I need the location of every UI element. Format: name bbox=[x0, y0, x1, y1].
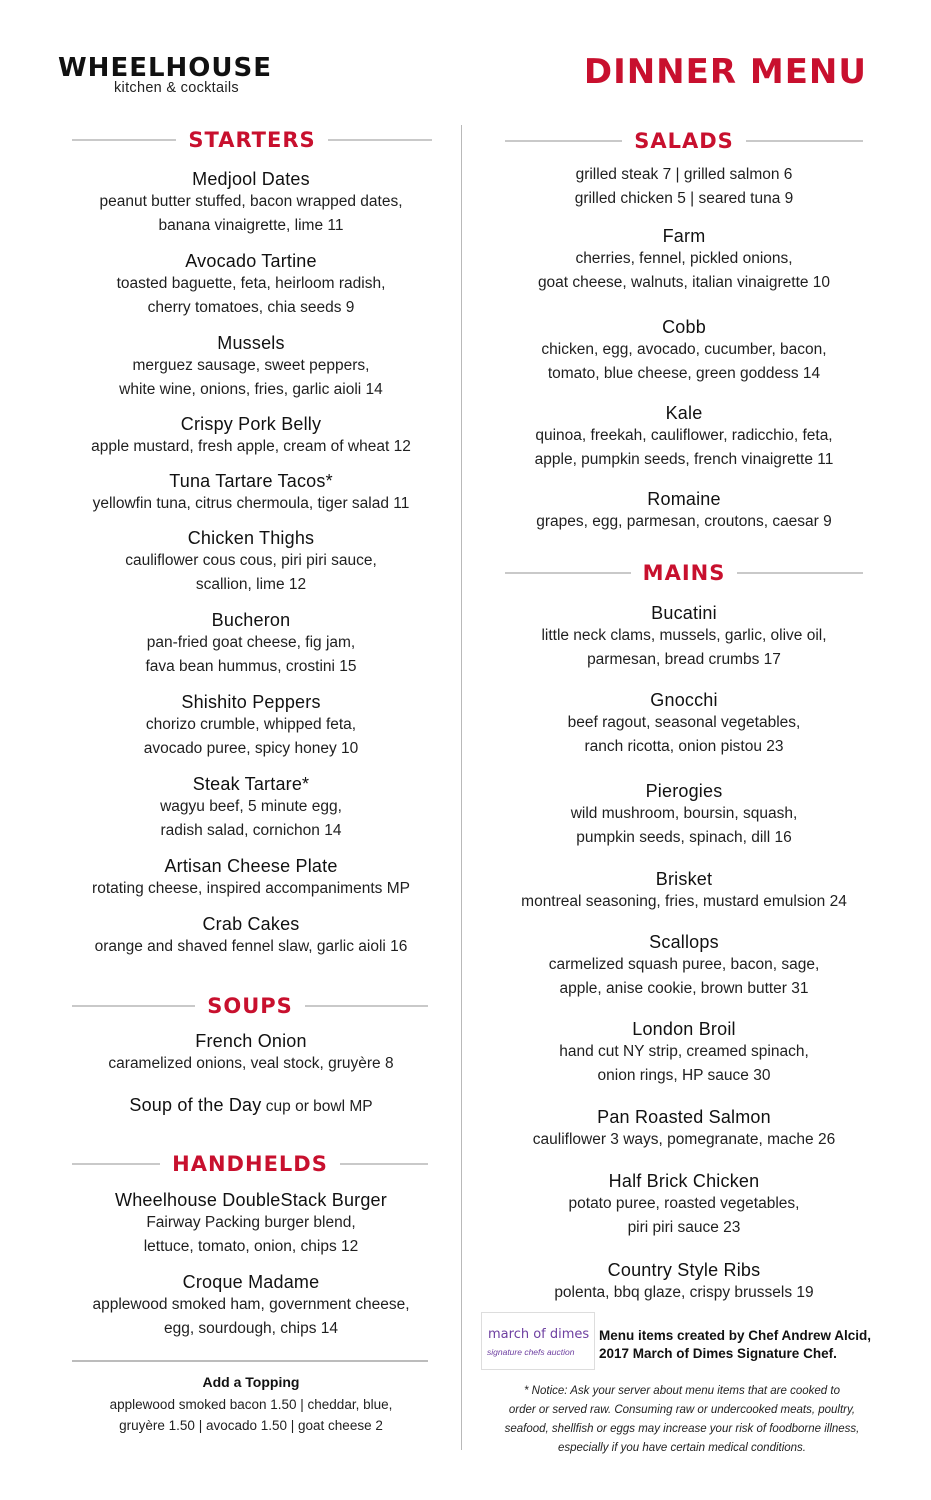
menu-item bbox=[494, 931, 874, 1001]
item-desc: cherry tomatoes, chia seeds 9 bbox=[147, 299, 355, 316]
item-name: Kale bbox=[665, 403, 703, 423]
header-rule bbox=[72, 139, 176, 141]
item-name: Mussels bbox=[217, 333, 285, 353]
section-header-mains bbox=[505, 557, 863, 589]
menu-item bbox=[62, 470, 440, 516]
item-name: Shishito Peppers bbox=[181, 692, 321, 712]
item-name: Cobb bbox=[662, 317, 706, 337]
item-desc: little neck clams, mussels, garlic, olive oil, bbox=[541, 627, 827, 644]
header-rule bbox=[340, 1163, 428, 1165]
item-name: Country Style Ribs bbox=[607, 1260, 761, 1280]
menu-item bbox=[494, 602, 874, 672]
menu-item bbox=[494, 1170, 874, 1240]
item-name: Chicken Thighs bbox=[187, 528, 315, 548]
item-desc: merguez sausage, sweet peppers, bbox=[132, 357, 370, 374]
menu-item bbox=[494, 1106, 874, 1152]
item-name: Farm bbox=[662, 226, 706, 246]
item-name: Half Brick Chicken bbox=[608, 1171, 760, 1191]
section-title-soups: SOUPS bbox=[207, 994, 293, 1018]
item-desc: apple, pumpkin seeds, french vinaigrette 11 bbox=[534, 451, 834, 468]
notice-line: order or served raw. Consuming raw or undercooked meats, poultry, bbox=[508, 1404, 856, 1416]
menu-item bbox=[494, 1018, 874, 1088]
chef-credit bbox=[599, 1327, 871, 1363]
item-desc: toasted baguette, feta, heirloom radish, bbox=[116, 275, 386, 292]
menu-item bbox=[62, 250, 440, 320]
item-desc: avocado puree, spicy honey 10 bbox=[143, 740, 359, 757]
topping-desc: gruyère 1.50 | avocado 1.50 | goat cheese 2 bbox=[119, 1418, 383, 1433]
item-name: Pierogies bbox=[645, 781, 723, 801]
section-title-mains: MAINS bbox=[642, 561, 726, 585]
menu-item bbox=[62, 527, 440, 597]
section-header-handhelds bbox=[72, 1148, 428, 1180]
notice-line: seafood, shellfish or eggs may increase your risk of foodborne illness, bbox=[504, 1423, 860, 1435]
item-name: Wheelhouse DoubleStack Burger bbox=[115, 1190, 387, 1210]
item-desc: potato puree, roasted vegetables, bbox=[568, 1195, 800, 1212]
brand-name: WHEELHOUSE bbox=[58, 53, 272, 83]
item-desc: apple, anise cookie, brown butter 31 bbox=[559, 980, 809, 997]
item-name: Bucheron bbox=[211, 610, 291, 630]
item-name: Romaine bbox=[647, 489, 721, 509]
salad-addons bbox=[494, 163, 874, 211]
item-desc: fava bean hummus, crostini 15 bbox=[145, 658, 357, 675]
item-desc: cherries, fennel, pickled onions, bbox=[575, 250, 793, 267]
item-name: Croque Madame bbox=[182, 1272, 320, 1292]
item-desc: piri piri sauce 23 bbox=[627, 1219, 741, 1236]
brand-subtitle: kitchen & cocktails bbox=[114, 80, 239, 96]
page-title: DINNER MENU bbox=[583, 52, 867, 92]
menu-item bbox=[62, 913, 440, 959]
menu-item bbox=[494, 868, 874, 914]
header-rule bbox=[328, 139, 432, 141]
consumer-notice bbox=[484, 1382, 880, 1458]
item-desc: cauliflower 3 ways, pomegranate, mache 26 bbox=[532, 1131, 836, 1148]
menu-item bbox=[62, 1271, 440, 1341]
item-desc: banana vinaigrette, lime 11 bbox=[158, 217, 344, 234]
item-desc: ranch ricotta, onion pistou 23 bbox=[584, 738, 784, 755]
menu-item bbox=[62, 1030, 440, 1076]
item-desc: apple mustard, fresh apple, cream of wheat 12 bbox=[91, 438, 411, 455]
item-name: Gnocchi bbox=[650, 690, 718, 710]
menu-item bbox=[494, 1259, 874, 1305]
item-desc: parmesan, bread crumbs 17 bbox=[587, 651, 781, 668]
menu-item bbox=[62, 168, 440, 238]
item-desc: white wine, onions, fries, garlic aioli 14 bbox=[119, 381, 383, 398]
header-rule bbox=[505, 572, 631, 574]
item-desc: carmelized squash puree, bacon, sage, bbox=[548, 956, 820, 973]
notice-line: especially if you have certain medical conditions. bbox=[557, 1442, 807, 1454]
menu-item bbox=[494, 402, 874, 472]
item-name: Artisan Cheese Plate bbox=[164, 856, 338, 876]
section-title-salads: SALADS bbox=[634, 129, 734, 153]
header-rule bbox=[305, 1005, 428, 1007]
header-rule bbox=[737, 572, 863, 574]
menu-item bbox=[62, 773, 440, 843]
menu-item bbox=[62, 1189, 440, 1259]
item-name: Soup of the Day bbox=[129, 1095, 262, 1115]
item-desc: pan-fried goat cheese, fig jam, bbox=[146, 634, 356, 651]
item-desc: grapes, egg, parmesan, croutons, caesar 9 bbox=[536, 513, 832, 530]
section-title-handhelds: HANDHELDS bbox=[172, 1152, 328, 1176]
item-desc: beef ragout, seasonal vegetables, bbox=[567, 714, 801, 731]
addons-line: grilled steak 7 | grilled salmon 6 bbox=[575, 166, 793, 183]
item-desc: cup or bowl MP bbox=[261, 1098, 373, 1115]
item-desc: chorizo crumble, whipped feta, bbox=[145, 716, 357, 733]
item-name: Tuna Tartare Tacos* bbox=[169, 471, 333, 491]
topping-title: Add a Topping bbox=[202, 1374, 300, 1390]
item-desc: wild mushroom, boursin, squash, bbox=[570, 805, 798, 822]
item-name: Medjool Dates bbox=[192, 169, 310, 189]
item-desc: onion rings, HP sauce 30 bbox=[597, 1067, 771, 1084]
item-desc: cauliflower cous cous, piri piri sauce, bbox=[125, 552, 377, 569]
item-desc: caramelized onions, veal stock, gruyère 8 bbox=[108, 1055, 394, 1072]
march-of-dimes-logo bbox=[481, 1312, 595, 1370]
chef-credit-line: Menu items created by Chef Andrew Alcid, bbox=[599, 1328, 872, 1343]
menu-item bbox=[62, 691, 440, 761]
header-rule bbox=[746, 140, 863, 142]
section-header-starters bbox=[72, 124, 432, 156]
item-name: Steak Tartare* bbox=[192, 774, 310, 794]
section-header-salads bbox=[505, 125, 863, 157]
item-name: Avocado Tartine bbox=[185, 251, 317, 271]
menu-item bbox=[494, 689, 874, 759]
item-desc: tomato, blue cheese, green goddess 14 bbox=[547, 365, 821, 382]
section-title-starters: STARTERS bbox=[188, 128, 316, 152]
header-rule bbox=[72, 1163, 160, 1165]
menu-item bbox=[494, 225, 874, 295]
topping-divider bbox=[72, 1360, 428, 1362]
item-desc: lettuce, tomato, onion, chips 12 bbox=[143, 1238, 359, 1255]
item-name: Pan Roasted Salmon bbox=[597, 1107, 771, 1127]
item-desc: yellowfin tuna, citrus chermoula, tiger salad 11 bbox=[92, 495, 410, 512]
chef-credit-line: 2017 March of Dimes Signature Chef. bbox=[599, 1346, 837, 1361]
item-name: Crispy Pork Belly bbox=[180, 414, 322, 434]
menu-item bbox=[62, 609, 440, 679]
item-name: Brisket bbox=[655, 869, 713, 889]
item-desc: radish salad, cornichon 14 bbox=[160, 822, 342, 839]
item-desc: Fairway Packing burger blend, bbox=[146, 1214, 356, 1231]
menu-item bbox=[62, 413, 440, 459]
header-rule bbox=[72, 1005, 195, 1007]
column-divider bbox=[461, 125, 462, 1450]
item-desc: egg, sourdough, chips 14 bbox=[163, 1320, 339, 1337]
brand-logo bbox=[58, 54, 328, 96]
item-desc: wagyu beef, 5 minute egg, bbox=[160, 798, 342, 815]
item-name: Bucatini bbox=[651, 603, 717, 623]
item-desc: applewood smoked ham, government cheese, bbox=[92, 1296, 410, 1313]
logo-subtext: signature chefs auction bbox=[487, 1347, 575, 1357]
section-header-soups bbox=[72, 990, 428, 1022]
item-name: London Broil bbox=[632, 1019, 736, 1039]
item-desc: orange and shaved fennel slaw, garlic aioli 16 bbox=[94, 938, 408, 955]
header-rule bbox=[505, 140, 622, 142]
item-name: French Onion bbox=[195, 1031, 307, 1051]
item-name: Scallops bbox=[649, 932, 719, 952]
item-desc: polenta, bbq glaze, crispy brussels 19 bbox=[554, 1284, 814, 1301]
item-desc: goat cheese, walnuts, italian vinaigrette 10 bbox=[537, 274, 831, 291]
item-desc: hand cut NY strip, creamed spinach, bbox=[559, 1043, 809, 1060]
item-desc: pumpkin seeds, spinach, dill 16 bbox=[576, 829, 792, 846]
menu-item bbox=[494, 488, 874, 534]
item-desc: scallion, lime 12 bbox=[195, 576, 307, 593]
notice-line: * Notice: Ask your server about menu items that are cooked to bbox=[524, 1385, 840, 1397]
menu-item bbox=[62, 855, 440, 901]
addons-line: grilled chicken 5 | seared tuna 9 bbox=[574, 190, 794, 207]
topping-desc: applewood smoked bacon 1.50 | cheddar, blue, bbox=[109, 1397, 393, 1412]
item-desc: quinoa, freekah, cauliflower, radicchio, feta, bbox=[535, 427, 833, 444]
menu-item bbox=[494, 316, 874, 386]
item-desc: peanut butter stuffed, bacon wrapped dates, bbox=[99, 193, 403, 210]
menu-item bbox=[494, 780, 874, 850]
item-name: Crab Cakes bbox=[202, 914, 300, 934]
menu-item bbox=[62, 1094, 440, 1119]
logo-text: march of dimes bbox=[488, 1327, 590, 1342]
topping-box bbox=[62, 1374, 440, 1436]
item-desc: montreal seasoning, fries, mustard emulsion 24 bbox=[521, 893, 847, 910]
menu-item bbox=[62, 332, 440, 402]
item-desc: chicken, egg, avocado, cucumber, bacon, bbox=[541, 341, 827, 358]
item-desc: rotating cheese, inspired accompaniments MP bbox=[92, 880, 410, 897]
